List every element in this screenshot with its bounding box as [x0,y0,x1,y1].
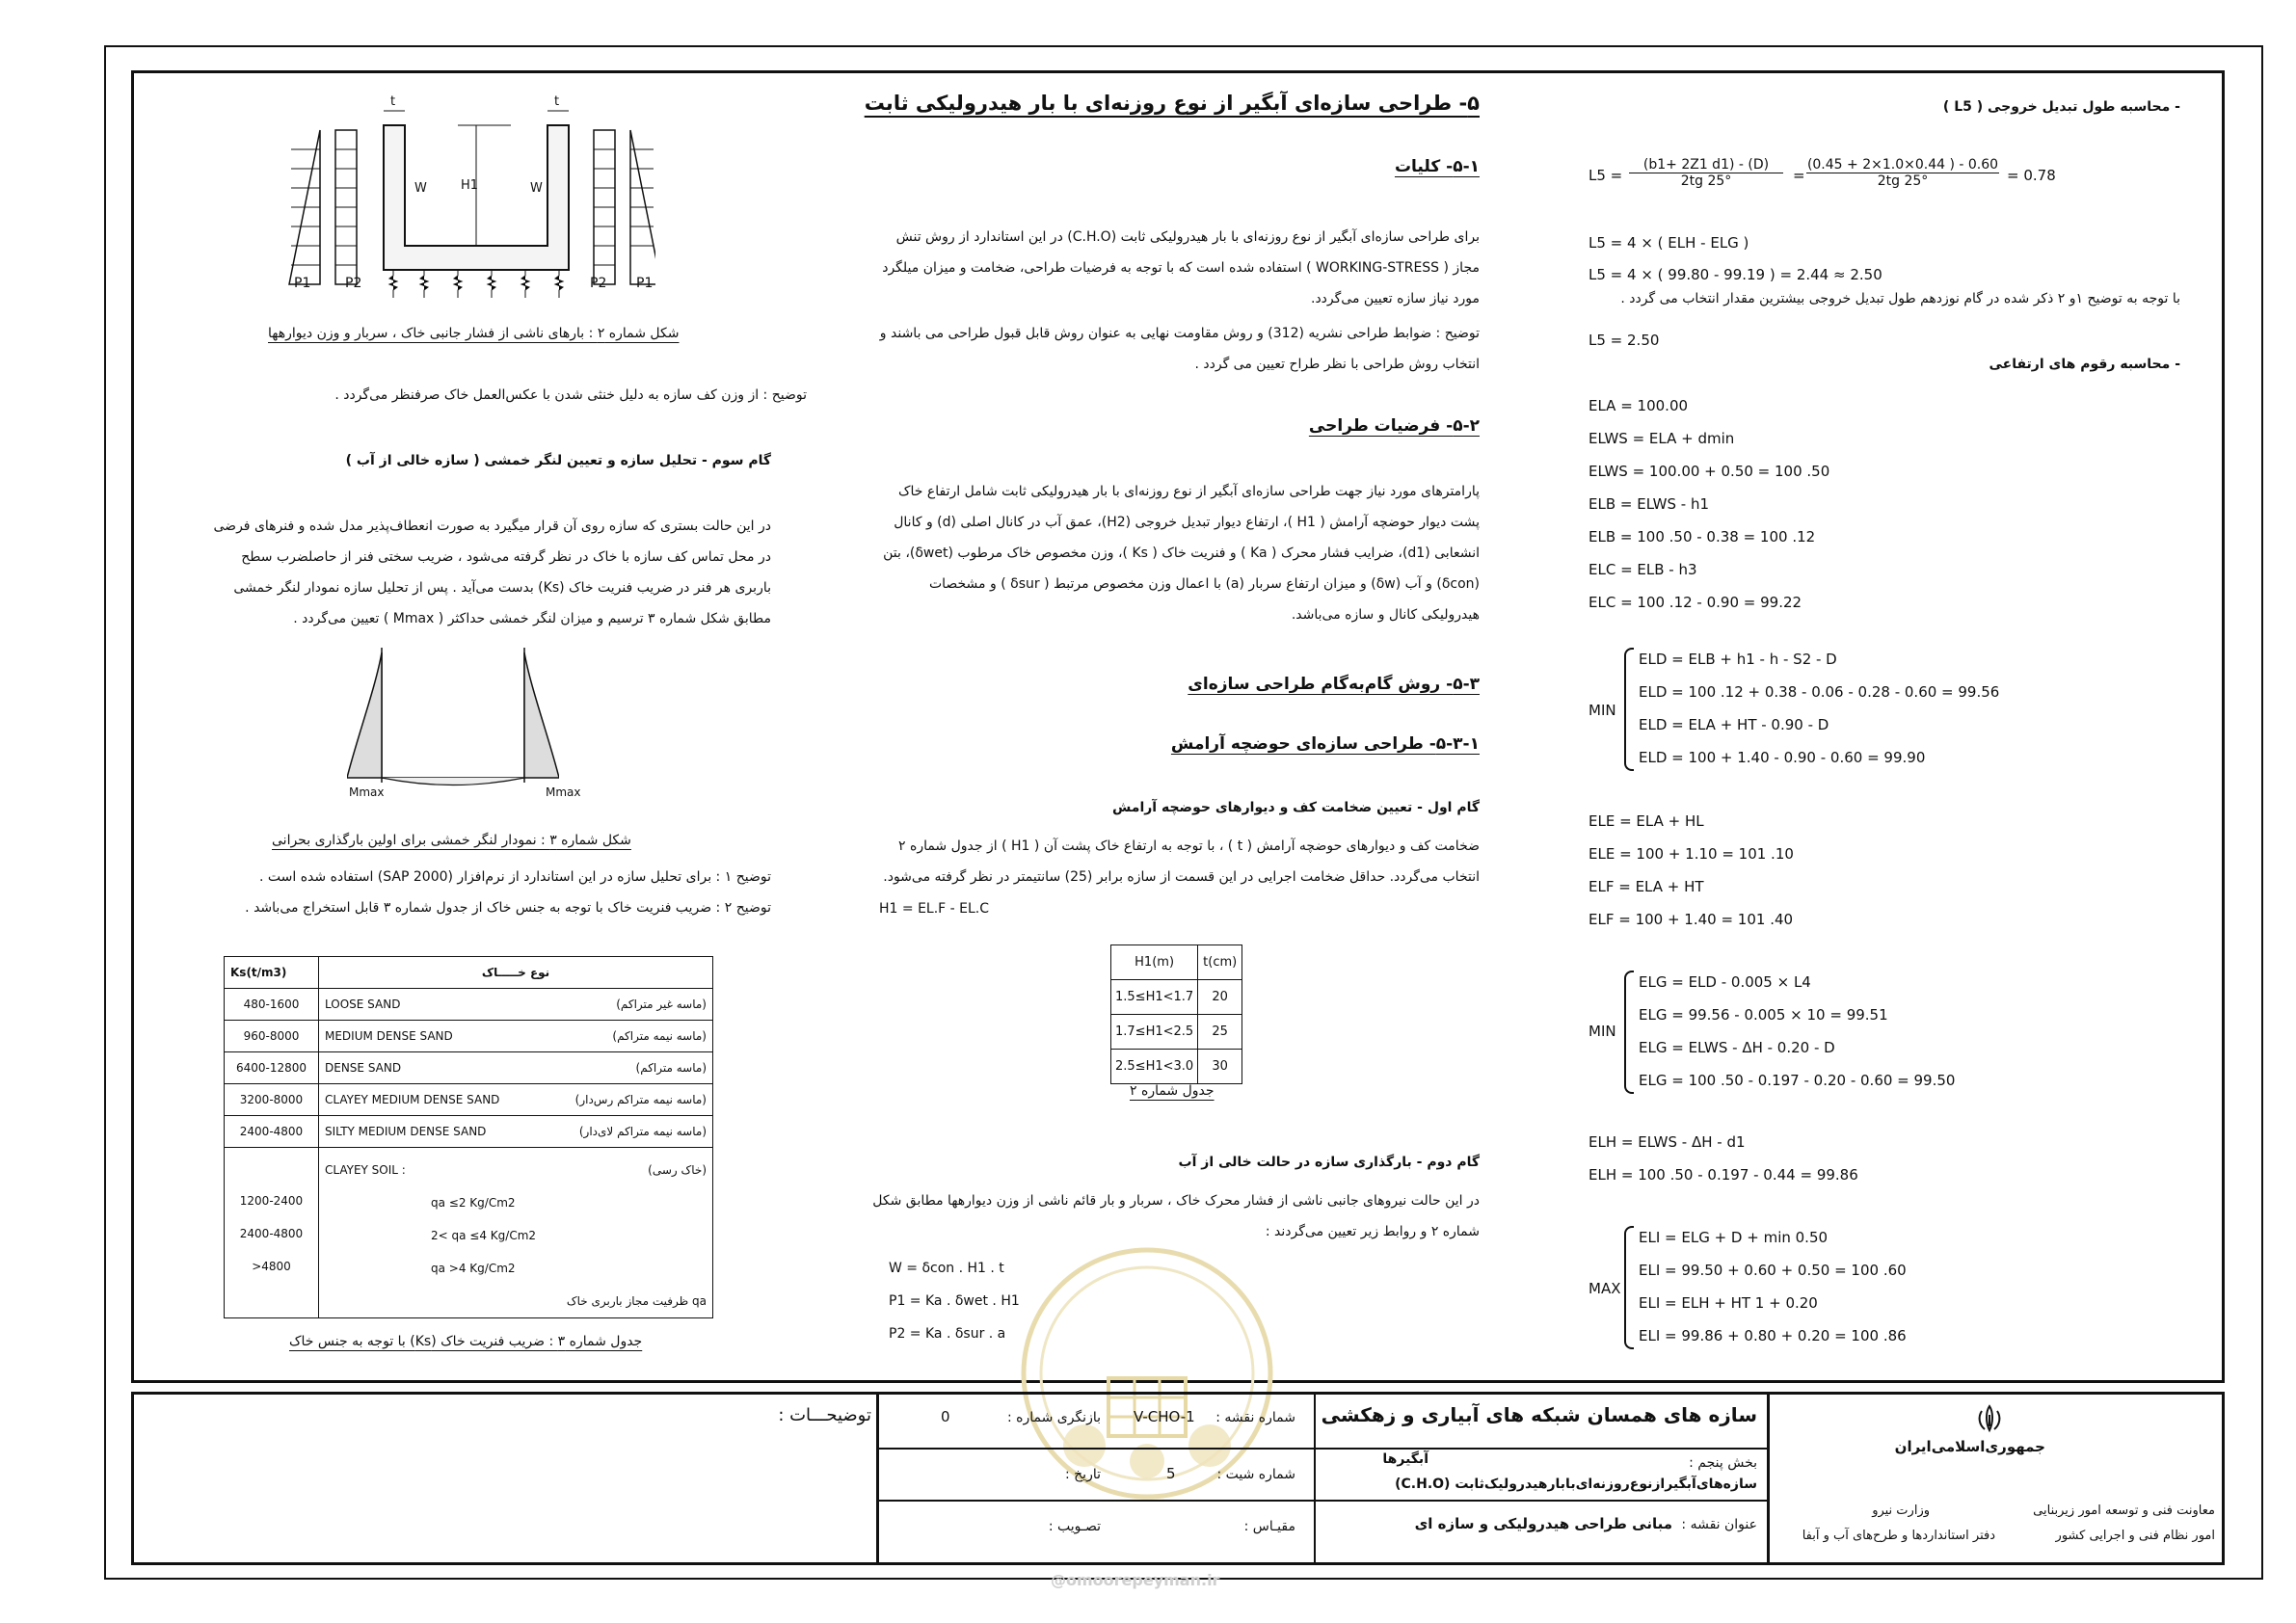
t3-clay-en: CLAYEY SOIL : [325,1163,406,1177]
tb-divider [1314,1392,1316,1565]
elc1: ELC = ELB - h3 [1589,561,1697,578]
t3-en: DENSE SAND [325,1061,402,1075]
l5-eq1-res: = 0.78 [2007,167,2056,184]
fig2-t-right: t [554,94,560,109]
t3-head-type: نوع خـــــاک [319,957,713,989]
elb1: ELB = ELWS - h1 [1589,495,1710,513]
tb-ministry: وزارت نیرو [1872,1503,1930,1518]
elws2: ELWS = 100.00 + 0.50 = 100 .50 [1589,463,1830,480]
t2-h: 1.5≤H1<1.7 [1111,980,1198,1015]
table-row [225,1116,713,1148]
t3-ks: 3200-8000 [225,1084,319,1116]
l5-eq1-num2: (0.45 + 2×1.0×0.44 ) - 0.60 [1806,157,1999,173]
figure-3-moment [347,648,559,792]
fig2-p1-right: P1 [636,276,654,291]
fig2-p2-right: P2 [590,276,607,291]
watermark-site: @omoorepeyman.ir [1051,1571,1220,1589]
fig3-mmax-right: Mmax [546,785,581,799]
elg-brace [1624,971,1634,1094]
elh1: ELH = ELWS - ΔH - d1 [1589,1133,1746,1151]
tb-main-title: سازه های همسان شبکه های آبیاری و زهکشی [1321,1403,1757,1426]
tb-revision-label: بازنگری شماره : [1006,1410,1101,1425]
iran-emblem-icon [1974,1403,2005,1434]
eli4: ELI = 99.86 + 0.80 + 0.20 = 100 .86 [1639,1327,1907,1344]
t2-t: 30 [1198,1050,1242,1084]
eld1: ELD = ELB + h1 - h - S2 - D [1639,651,1837,668]
t2-t: 20 [1198,980,1242,1015]
tb-office: دفتر استانداردها و طرح‌های آب و آبفا [1802,1529,1995,1543]
t2-h: 1.7≤H1<2.5 [1111,1015,1198,1050]
t2-t: 25 [1198,1015,1242,1050]
eq-p1: P1 = Ka . δwet . H1 [889,1293,1020,1309]
l5-eq1-den2: 2tg 25° [1877,173,1929,189]
elg3: ELG = ELWS - ΔH - 0.20 - D [1639,1039,1835,1056]
t3-clay-ks: >4800 [252,1260,291,1273]
eli1: ELI = ELG + D + min 0.50 [1639,1229,1829,1246]
t3-en: MEDIUM DENSE SAND [325,1029,453,1043]
t3-ks: 960-8000 [225,1021,319,1052]
fig2-note: توضیح : از وزن کف سازه به دلیل خنثی شدن با عکس‌العمل خاک صرفنظر می‌گردد . [334,387,807,403]
step1-equation: H1 = EL.F - EL.C [879,901,990,917]
table-row [225,1052,713,1084]
fig2-w-right: W [530,181,543,196]
t3-ks: 480-1600 [225,989,319,1021]
tb-date-label: تاریخ : [1064,1467,1101,1482]
step1-heading: گام اول - تعیین ضخامت کف و دیوارهای حوضچه آرامش [1111,800,1480,815]
t3-caption: جدول شماره ۳ : ضریب فنریت خاک (Ks) با توجه به جنس خاک [289,1334,643,1349]
l5-eq1-lhs: L5 = [1589,167,1623,184]
l5-note: با توجه به توضیح ۱و ۲ ذکر شده در گام نوزدهم طول تبدیل خروجی بیشترین مقدار انتخاب می گردد . [1620,291,2180,306]
s1-heading: ۵-۱- کلیات [1394,157,1480,176]
t3-clay-ks: 2400-4800 [239,1227,304,1240]
eq-w: W = δcon . H1 . t [889,1261,1004,1276]
t3-clay-ks: 1200-2400 [239,1194,304,1208]
tb-divider [876,1448,1767,1450]
eli2: ELI = 99.50 + 0.60 + 0.50 = 100 .60 [1639,1262,1907,1279]
ela: ELA = 100.00 [1589,397,1689,414]
s2-heading: ۵-۲- فرضیات طراحی [1308,416,1480,436]
t2-caption: جدول شماره ۲ [1130,1083,1215,1099]
fig3-caption: شکل شماره ۳ : نمودار لنگر خمشی برای اولین بارگذاری بحرانی [272,833,631,848]
tb-revision-value: 0 [941,1408,950,1425]
tb-divider [1767,1392,1770,1565]
t2-head-t: t(cm) [1198,945,1242,980]
l5-title: - محاسبه طول تبدیل خروجی ( L5 ) [1942,99,2180,115]
t3-en: SILTY MEDIUM DENSE SAND [325,1125,487,1138]
tb-section-sub: سازه‌های‌آبگیرازنوع‌روزنه‌ای‌بابارهیدرولیک‌ثابت (C.H.O) [1395,1477,1757,1492]
tb-sheet-value: 5 [1166,1465,1176,1482]
l5-eq1-num: (b1+ 2Z1 d1) - (D) [1629,157,1783,173]
l5-eq2: L5 = 4 × ( ELH - ELG ) [1589,234,1749,252]
eld2: ELD = 100 .12 + 0.38 - 0.06 - 0.28 - 0.60 = 99.56 [1639,683,2000,701]
section-title: ۵- طراحی سازه‌ای آبگیر از نوع روزنه‌ای با بار هیدرولیکی ثابت [864,92,1480,115]
elev-title: - محاسبه رقوم های ارتفاعی [1989,357,2180,372]
eld-min-label: MIN [1589,702,1616,719]
elb2: ELB = 100 .50 - 0.38 = 100 .12 [1589,528,1816,545]
t3-fa: (ماسه غیر متراکم) [616,998,707,1011]
fig3-note1: توضیح ۱ : برای تحلیل سازه در این استاندارد از نرم‌افزار (SAP 2000) استفاده شده است . [259,869,771,885]
tb-org2: امور نظام فنی و اجرایی کشور [2055,1529,2215,1543]
tb-section-label: بخش پنجم : [1689,1455,1757,1471]
step2-paragraph: در این حالت نیروهای جانبی ناشی از فشار محرک خاک ، سربار و بار قائم ناشی از وزن دیوارهها مطابق شکل شماره ۲ و روابط زیر تعیین می‌گردند : [872,1193,1480,1239]
fig2-t-left: t [390,94,396,109]
eli3: ELI = ELH + HT 1 + 0.20 [1639,1294,1818,1312]
tb-sheet-label: شماره شیت : [1216,1467,1295,1482]
fig2-p2-left: P2 [345,276,362,291]
elf1: ELF = ELA + HT [1589,878,1704,895]
t3-head-ks: Ks(t/m3) [225,957,319,989]
table-row [1111,980,1242,1015]
elg4: ELG = 100 .50 - 0.197 - 0.20 - 0.60 = 99.50 [1639,1072,1956,1089]
tb-divider [876,1392,879,1565]
eld-brace [1624,648,1634,771]
s3-heading: ۵-۳- روش گام‌به‌گام طراحی سازه‌ای [1188,675,1480,694]
step3-heading: گام سوم - تحلیل سازه و تعیین لنگر خمشی ( سازه خالی از آب ) [345,453,771,468]
fig2-w-left: W [414,181,427,196]
t2-h: 2.5≤H1<3.0 [1111,1050,1198,1084]
s1-note: توضیح : ضوابط طراحی نشریه (312) و روش مقاومت نهایی به عنوان روش قابل قبول طراحی می باشند و انتخاب روش طراحی با نظر طراح تعیین می گردد . [879,326,1480,372]
table-row [225,989,713,1021]
elg2: ELG = 99.56 - 0.005 × 10 = 99.51 [1639,1006,1888,1024]
tb-republic: جمهوری‌اسلامی‌ایران [1894,1438,2045,1455]
elf2: ELF = 100 + 1.40 = 101 .40 [1589,911,1794,928]
tb-approve-label: تصـویب : [1048,1519,1101,1534]
tb-map-title-label: عنوان نقشه : [1681,1517,1757,1532]
s31-heading: ۵-۳-۱- طراحی سازه‌ای حوضچه آرامش [1170,734,1480,754]
ele1: ELE = ELA + HL [1589,812,1704,830]
fig3-mmax-left: Mmax [349,785,385,799]
l5-eq1-frac1 [1629,157,1783,189]
t3-clay-q: 2< qa ≤4 Kg/Cm2 [431,1229,537,1242]
step1-paragraph: ضخامت کف و دیوارهای حوضچه آرامش ( t ) ، با توجه به ارتفاع خاک پشت آن ( H1 ) از جدول شماره ۲ انتخاب می‌گردد. حداقل ضخامت اجرایی در این قسمت از سازه برابر (25) سانتیمتر در نظر گرفته می‌شود. [883,838,1480,885]
elc2: ELC = 100 .12 - 0.90 = 99.22 [1589,594,1802,611]
t3-fa: (ماسه نیمه متراکم لای‌دار) [578,1125,707,1138]
t3-ks: 2400-4800 [225,1116,319,1148]
fig3-note2: توضیح ۲ : ضریب فنریت خاک با توجه به جنس خاک از جدول شماره ۳ قابل استخراج می‌باشد . [245,900,771,916]
fig2-caption: شکل شماره ۲ : بارهای ناشی از فشار جانبی خاک ، سربار و وزن دیوارهها [268,326,680,341]
s1-paragraph: برای طراحی سازه‌ای آبگیر از نوع روزنه‌ای با بار هیدرولیکی ثابت (C.H.O) در این استاندارد از روش تنش مجاز ( WORKING-STRESS ) استفاده شده است که با توجه به فرضیات طراحی، ضخامت و میزان میلگرد مورد نیاز سازه تعیین می‌گردد. [882,229,1480,306]
ks-table [224,956,713,1318]
l5-eq1-den: 2tg 25° [1680,173,1732,189]
table-row [1111,1050,1242,1084]
t3-fa: (ماسه نیمه متراکم) [612,1029,707,1043]
s2-paragraph: پارامترهای مورد نیاز جهت طراحی سازه‌ای آبگیر از نوع روزنه‌ای با بار هیدرولیکی ثابت شامل ارتفاع خاک پشت دیوار حوضچه آرامش ( H1 )، ارتفاع دیوار تبدیل خروجی (H2)، عمق آب در کانال اصلی (d) و کانال انشعابی (d1)، ضرایب فشار محرک ( Ka ) و فنریت خاک ( Ks )، وزن مخصوص خاک مرطوب (δwet)، بتن (δcon) و آب (δw) و میزان ارتفاع سربار (a) با اعمال وزن مخصوص مرتبط ( δsur ) و مشخصات هیدرولیکی کانال و سازه می‌باشد. [883,484,1480,623]
table-row-clayey [225,1148,713,1318]
t3-clay-q: qa >4 Kg/Cm2 [431,1262,516,1275]
table-row [1111,1015,1242,1050]
step2-heading: گام دوم - بارگذاری سازه در حالت خالی از آب [1178,1155,1480,1170]
table-row [225,1021,713,1052]
t3-clay-q: qa ≤2 Kg/Cm2 [431,1196,516,1210]
elg1: ELG = ELD - 0.005 × L4 [1639,973,1811,991]
tb-divider [876,1500,1767,1502]
tb-org1: معاونت فنی و توسعه امور زیربنایی [2033,1503,2215,1518]
tb-scale-label: مقیـاس : [1243,1519,1295,1534]
ele2: ELE = 100 + 1.10 = 101 .10 [1589,845,1794,863]
tb-notes-label: توضیحـــات : [778,1405,871,1425]
eld4: ELD = 100 + 1.40 - 0.90 - 0.60 = 99.90 [1639,749,1926,766]
tb-sheet-no-label: شماره نقشه : [1215,1410,1295,1425]
fig2-h1: H1 [461,178,479,193]
elws1: ELWS = ELA + dmin [1589,430,1735,447]
t3-en: CLAYEY MEDIUM DENSE SAND [325,1093,500,1106]
l5-final: L5 = 2.50 [1589,332,1660,349]
tb-sheet-no-value: V-CHO-1 [1134,1408,1195,1425]
elg-min-label: MIN [1589,1023,1616,1040]
l5-eq3: L5 = 4 × ( 99.80 - 99.19 ) = 2.44 ≈ 2.50 [1589,266,1882,283]
eq-p2: P2 = Ka . δsur . a [889,1326,1006,1342]
tb-map-title-value: مبانی طراحی هیدرولیکی و سازه ای [1414,1515,1672,1532]
fig2-p1-left: P1 [294,276,311,291]
t3-fa: (ماسه متراکم) [635,1061,707,1075]
t3-fa: (ماسه نیمه متراکم رس‌دار) [574,1093,707,1106]
t3-en: LOOSE SAND [325,998,401,1011]
eli-brace [1624,1226,1634,1349]
tb-section-value: آبگیرها [1382,1451,1428,1467]
l5-eq1-eq: = [1793,167,1805,184]
t3-ks: 6400-12800 [225,1052,319,1084]
t3-qa-note: qa ظرفیت مجاز باربری خاک [566,1294,707,1308]
elh2: ELH = 100 .50 - 0.197 - 0.44 = 99.86 [1589,1166,1858,1184]
t2-head-h1: H1(m) [1111,945,1198,980]
thickness-table [1110,945,1242,1084]
t3-clay-fa: (خاک رسی) [648,1163,707,1177]
l5-eq1-frac2 [1806,157,1999,189]
eld3: ELD = ELA + HT - 0.90 - D [1639,716,1829,733]
step3-paragraph: در این حالت بستری که سازه روی آن قرار میگیرد به صورت انعطاف‌پذیر مدل شده و فنرهای فرضی در محل تماس کف سازه با خاک در نظر گرفته می‌شود ، ضریب سختی فنر از حاصلضرب سطح باربری هر فنر در ضریب فنریت خاک (Ks) بدست می‌آید . پس از تحلیل سازه نمودار لنگر خمشی مطابق شکل شماره ۳ ترسیم و میزان لنگر خمشی حداکثر ( Mmax ) تعیین می‌گردد . [213,519,771,626]
table-row [225,1084,713,1116]
eli-max-label: MAX [1589,1280,1621,1297]
